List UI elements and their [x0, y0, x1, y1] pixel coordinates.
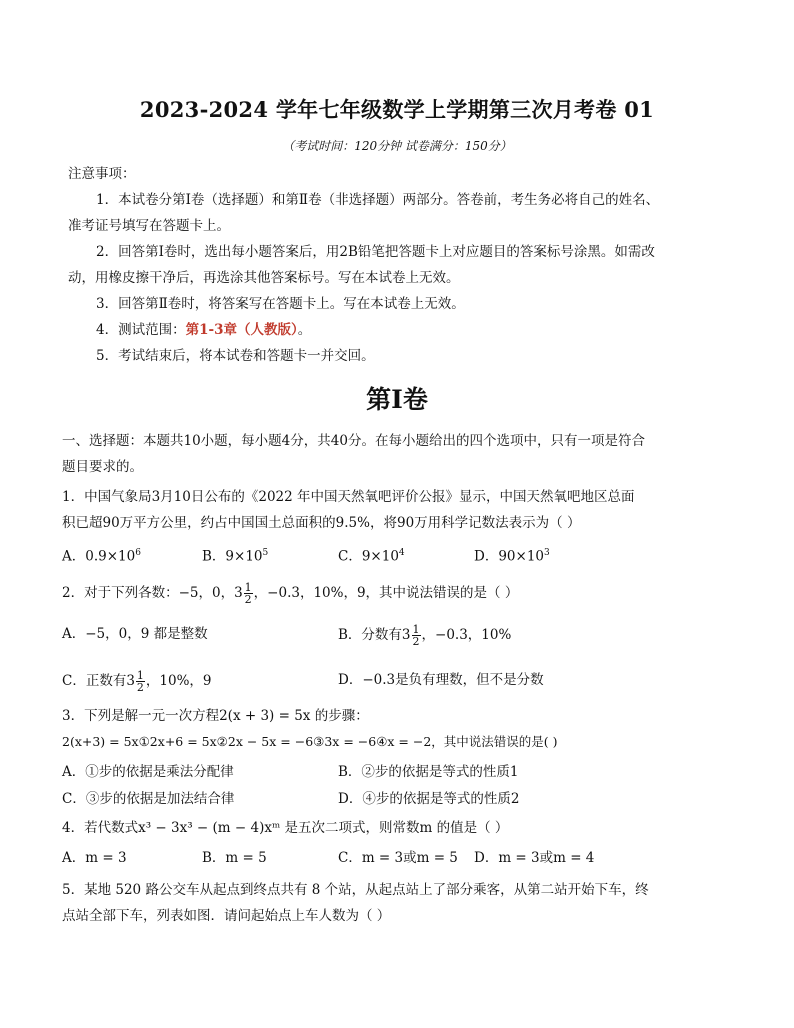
- q1-stem-line-2: 积已超90万平方公里，约占中国国土总面积的9.5%，将90万用科学记数法表示为（ ）: [62, 515, 581, 531]
- q3-option-a: A．①步的依据是乘法分配律: [62, 764, 234, 780]
- q1-option-d: [474, 543, 550, 567]
- q2-option-c-fraction: [136, 670, 145, 693]
- q1-option-b-text: B．9×10: [202, 548, 263, 565]
- q1-option-d-exp: 3: [544, 548, 550, 558]
- q2-option-c-fraction-denominator: 2: [136, 681, 144, 694]
- q3-stem-line-2: 2(x+3) = 5x①2x+6 = 5x②2x − 5x = −6③3x = −6④x = −2，其中说法错误的是( ): [62, 734, 558, 749]
- notice-item-1-line-1: 1．本试卷分第Ⅰ卷（选择题）和第Ⅱ卷（非选择题）两部分。答卷前，考生务必将自己的姓名、: [96, 192, 660, 208]
- notice-item-4-prefix: 4．测试范围：: [96, 322, 186, 338]
- part1-intro-line-2: 题目要求的。: [62, 459, 143, 475]
- q1-option-a-exp: 6: [135, 548, 141, 558]
- q4-option-b: B．m = 5: [202, 850, 267, 866]
- q2-option-c-end: ，10%，9: [145, 673, 212, 689]
- q4-stem: 4．若代数式x³ − 3x³ − (m − 4)xᵐ 是五次二项式，则常数m 的值是（ ）: [62, 820, 509, 836]
- notice-item-4-suffix: 。: [297, 322, 312, 338]
- q5-stem-line-1: 5．某地 520 路公交车从起点到终点共有 8 个站，从起点站上了部分乘客，从第二站开始下车，终: [62, 882, 649, 898]
- notice-item-4: [96, 320, 311, 340]
- q1-stem-line-1: 1．中国气象局3月10日公布的《2022 年中国天然氧吧评价公报》显示，中国天然氧吧地区总面: [62, 489, 635, 505]
- q2-stem-start: 2．对于下列各数：−5，0，3: [62, 585, 243, 601]
- part1-intro-line-1: 一、选择题：本题共10小题，每小题4分，共40分。在每小题给出的四个选项中，只有一项是符合: [62, 433, 645, 449]
- q2-fraction: [244, 582, 253, 605]
- notice-heading: 注意事项：: [68, 166, 136, 182]
- q2-option-b-end: ，−0.3，10%: [421, 627, 512, 643]
- exam-title: 2023-2024 学年七年级数学上学期第三次月考卷 01: [139, 97, 655, 122]
- notice-item-5: 5．考试结束后，将本试卷和答题卡一并交回。: [96, 348, 375, 364]
- notice-item-3: 3．回答第Ⅱ卷时，将答案写在答题卡上。写在本试卷上无效。: [96, 296, 465, 312]
- q3-option-d: D．④步的依据是等式的性质2: [338, 791, 520, 807]
- q1-option-c: [338, 543, 405, 567]
- q5-stem-line-2: 点站全部下车，列表如图．请问起始点上车人数为（ ）: [62, 908, 391, 924]
- q3-option-b: B．②步的依据是等式的性质1: [338, 764, 519, 780]
- q2-option-a: A．−5，0，9 都是整数: [62, 626, 208, 642]
- q2-stem-end: ，−0.3，10%，9，其中说法错误的是（ ）: [253, 585, 519, 601]
- q2-option-b-fraction: [412, 624, 421, 647]
- q2-fraction-numerator: 1: [244, 581, 252, 594]
- notice-item-2-line-2: 动，用橡皮擦干净后，再选涂其他答案标号。写在本试卷上无效。: [68, 270, 460, 286]
- notice-item-2-line-1: 2．回答第Ⅰ卷时，选出每小题答案后，用2B铅笔把答题卡上对应题目的答案标号涂黑。如需改: [96, 244, 655, 260]
- q2-option-b-start: B．分数有3: [338, 627, 411, 643]
- q4-option-c: C．m = 3或m = 5: [338, 850, 458, 866]
- q3-option-c: C．③步的依据是加法结合律: [62, 791, 235, 807]
- q2-fraction-denominator: 2: [244, 593, 252, 606]
- q2-option-b-fraction-denominator: 2: [412, 635, 420, 648]
- q2-option-b-fraction-numerator: 1: [412, 623, 420, 636]
- q2-option-c-start: C．正数有3: [62, 673, 135, 689]
- q2-option-c: [62, 668, 212, 694]
- q1-option-a: [62, 543, 141, 567]
- q1-option-a-text: A．0.9×10: [62, 548, 136, 565]
- q2-option-b: [338, 622, 511, 648]
- q2-option-c-fraction-numerator: 1: [136, 669, 144, 682]
- notice-item-1-line-2: 准考证号填写在答题卡上。: [68, 218, 230, 234]
- exam-subtitle: （考试时间：120分钟 试卷满分：150分）: [282, 139, 512, 153]
- q2-stem: [62, 580, 518, 606]
- q2-option-d: D．−0.3是负有理数，但不是分数: [338, 672, 544, 688]
- section-heading: 第Ⅰ卷: [366, 385, 428, 414]
- q3-stem-line-1: 3．下列是解一元一次方程2(x + 3) = 5x 的步骤：: [62, 708, 369, 724]
- test-range: 第1-3章（人教版）: [185, 322, 298, 338]
- q1-option-b: [202, 543, 268, 567]
- q1-option-c-text: C．9×10: [338, 548, 399, 565]
- q4-option-a: A．m = 3: [62, 850, 127, 866]
- q1-option-c-exp: 4: [398, 548, 405, 558]
- q4-option-d: D．m = 3或m = 4: [474, 850, 595, 866]
- q1-option-b-exp: 5: [262, 548, 269, 558]
- q1-option-d-text: D．90×10: [474, 548, 544, 565]
